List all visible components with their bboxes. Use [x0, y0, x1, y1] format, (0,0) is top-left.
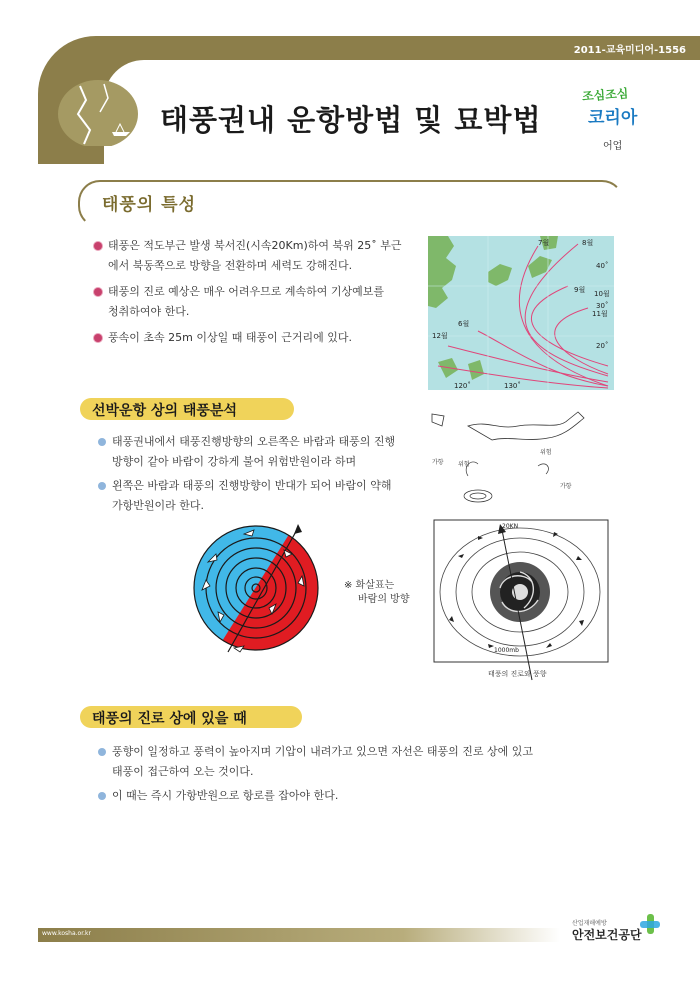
map-lat-label: 40˚ — [596, 262, 609, 270]
map-month-label: 8월 — [582, 239, 594, 247]
bullet-item: 태풍은 적도부근 발생 북서진(시속20Km)하여 북위 25˚ 부근 — [108, 236, 402, 256]
map-lat-label: 20˚ — [596, 342, 609, 350]
bullet-dot-icon — [94, 242, 102, 250]
typhoon-semicircle-diagram — [186, 520, 326, 654]
category-label: 어업 — [603, 141, 623, 152]
document-code: 2011-교육미디어-1556 — [573, 45, 686, 56]
section3-title: 태풍의 진로 상에 있을 때 — [92, 711, 247, 727]
header-emblem-icon — [50, 74, 146, 146]
bullet-continuation: 에서 북동쪽으로 방향을 전환하며 세력도 강해진다. — [108, 259, 353, 272]
map-lat-label: 30˚ — [596, 302, 609, 310]
bullet-dot-icon — [98, 438, 106, 446]
org-logo-icon — [638, 912, 662, 936]
map-month-label: 7월 — [538, 239, 550, 247]
map-month-label: 6월 — [458, 320, 470, 328]
map-month-label: 11월 — [592, 310, 608, 318]
logo-slogan: 조심조심 — [581, 86, 629, 104]
map-lon-label: 130˚ — [504, 382, 521, 390]
bullet-dot-icon — [94, 334, 102, 342]
footer-org-tagline: 산업재해예방 — [572, 920, 607, 927]
page-title: 태풍권내 운항방법 및 묘박법 — [160, 103, 542, 137]
bullet-continuation: 청취하여야 한다. — [108, 305, 190, 318]
bullet-dot-icon — [94, 288, 102, 296]
bullet-item: 태풍의 진로 예상은 매우 어려우므로 계속하여 기상예보를 — [108, 282, 384, 302]
arrow-note-detail: 바람의 방향 — [358, 594, 410, 605]
bullet-continuation: 방향이 같아 바람이 강하게 불어 위험반원이라 하며 — [112, 455, 357, 468]
bullet-continuation: 태풍이 접근하여 오는 것이다. — [112, 765, 254, 778]
footer-url[interactable]: www.kosha.or.kr — [42, 930, 91, 937]
sketch-label: 가항 — [432, 459, 444, 466]
map-lon-label: 120˚ — [454, 382, 471, 390]
bullet-item: 태풍권내에서 태풍진행방향의 오른쪽은 바람과 태풍의 진행 — [112, 432, 395, 452]
footer-org-name: 안전보건공단 — [572, 928, 642, 942]
bullet-dot-icon — [98, 482, 106, 490]
map-month-label: 10월 — [594, 290, 610, 298]
diagram-caption: 태풍의 진로와 풍향 — [488, 670, 547, 678]
diagram-label: 1000mb — [494, 647, 519, 654]
map-month-label: 9월 — [574, 286, 586, 294]
semicircle-sketch-map — [428, 406, 614, 514]
bullet-item: 풍향이 일정하고 풍력이 높아지며 기압이 내려가고 있으면 자선은 태풍의 진로 상에 있고 — [112, 742, 533, 762]
arrow-note: ※ 화살표는 — [344, 580, 395, 591]
section1-title: 태풍의 특성 — [102, 195, 197, 215]
bullet-dot-icon — [98, 748, 106, 756]
diagram-label: 20KN — [502, 523, 519, 530]
sketch-label: 위험 — [458, 461, 470, 468]
logo-text: 코리아 — [588, 108, 638, 128]
bullet-item: 이 때는 즉시 가항반원으로 항로를 잡아야 한다. — [112, 786, 338, 806]
bullet-continuation: 가항반원이라 한다. — [112, 499, 205, 512]
typhoon-wind-diagram — [428, 516, 614, 684]
typhoon-track-map — [428, 236, 614, 390]
map-month-label: 12월 — [432, 332, 448, 340]
footer-bar — [38, 928, 560, 942]
bullet-dot-icon — [98, 792, 106, 800]
sketch-label: 위험 — [540, 449, 552, 456]
section2-title: 선박운항 상의 태풍분석 — [92, 403, 237, 419]
bullet-item: 왼쪽은 바람과 태풍의 진행방향이 반대가 되어 바람이 약해 — [112, 476, 392, 496]
sketch-label: 가항 — [560, 483, 572, 490]
bullet-item: 풍속이 초속 25m 이상일 때 태풍이 근거리에 있다. — [108, 328, 352, 348]
